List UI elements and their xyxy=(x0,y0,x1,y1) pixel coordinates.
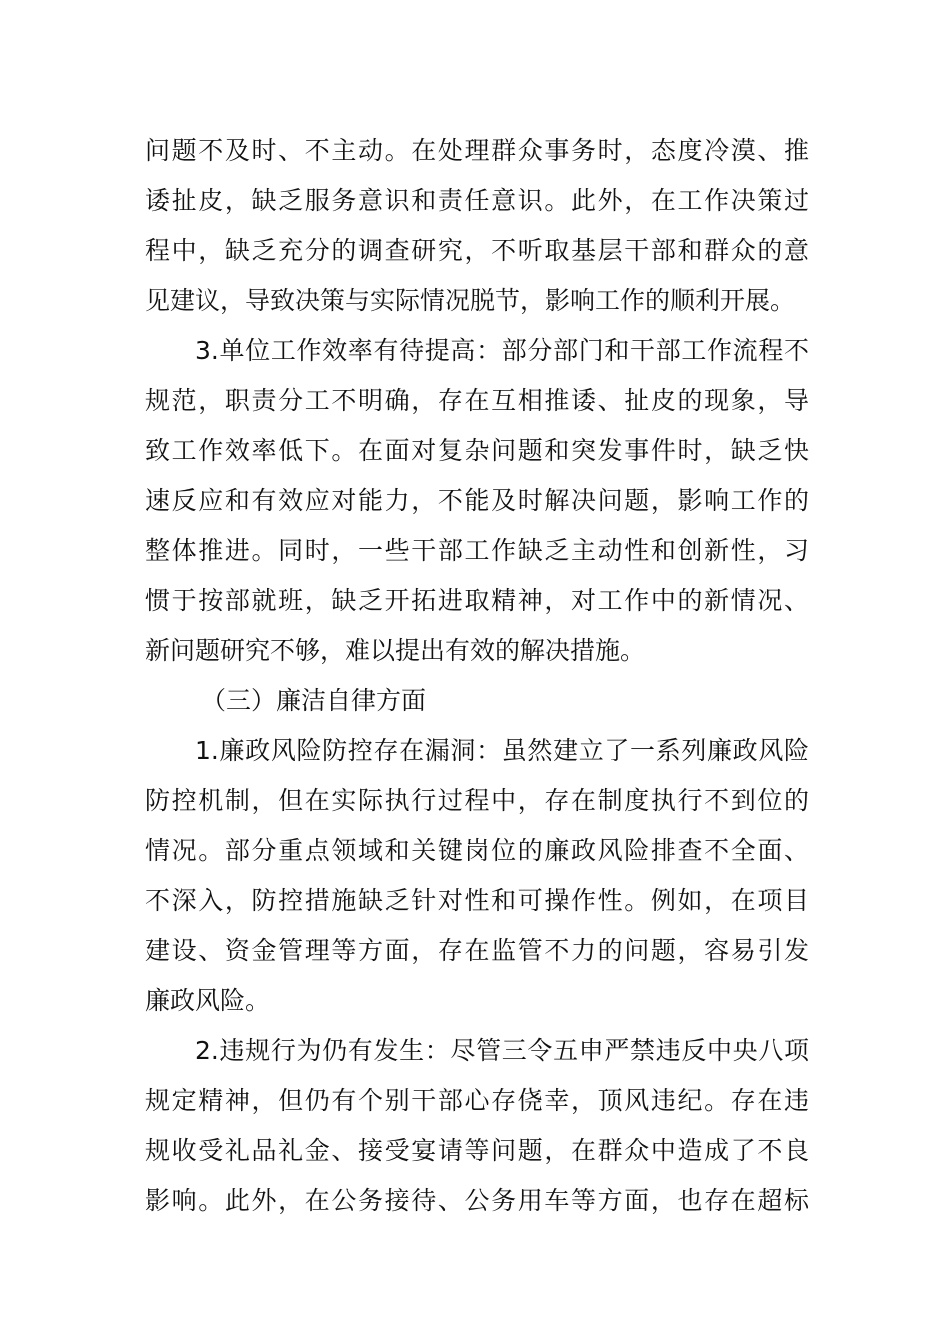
body-text-line: 影响。此外，在公务接待、公务用车等方面，也存在超标 xyxy=(145,1186,809,1215)
body-text-line: 致工作效率低下。在面对复杂问题和突发事件时，缺乏快 xyxy=(145,436,809,465)
body-text-line: 不深入，防控措施缺乏针对性和可操作性。例如，在项目 xyxy=(145,886,809,915)
body-text-line: 速反应和有效应对能力，不能及时解决问题，影响工作的 xyxy=(145,486,809,515)
body-text-line: 廉政风险。 xyxy=(145,986,271,1015)
body-text-line: 问题不及时、不主动。在处理群众事务时，态度冷漠、推 xyxy=(145,136,809,165)
document-body xyxy=(145,126,809,1226)
paragraph-first-line: 3.单位工作效率有待提高：部分部门和干部工作流程不 xyxy=(195,336,809,365)
paragraph-first-line: 2.违规行为仍有发生：尽管三令五申严禁违反中央八项 xyxy=(195,1036,809,1065)
body-text-line: 情况。部分重点领域和关键岗位的廉政风险排查不全面、 xyxy=(145,836,809,865)
body-text-line: 惯于按部就班，缺乏开拓进取精神，对工作中的新情况、 xyxy=(145,586,809,615)
body-text-line: 规范，职责分工不明确，存在互相推诿、扯皮的现象，导 xyxy=(145,386,809,415)
body-text-line: 规定精神，但仍有个别干部心存侥幸，顶风违纪。存在违 xyxy=(145,1086,809,1115)
body-text-line: 防控机制，但在实际执行过程中，存在制度执行不到位的 xyxy=(145,786,809,815)
paragraph-first-line: 1.廉政风险防控存在漏洞：虽然建立了一系列廉政风险 xyxy=(195,736,809,765)
body-text-line: 新问题研究不够，难以提出有效的解决措施。 xyxy=(145,636,646,665)
section-heading: （三）廉洁自律方面 xyxy=(201,686,427,715)
body-text-line: 建设、资金管理等方面，存在监管不力的问题，容易引发 xyxy=(145,936,809,965)
body-text-line: 诿扯皮，缺乏服务意识和责任意识。此外，在工作决策过 xyxy=(145,186,809,215)
body-text-line: 程中，缺乏充分的调查研究，不听取基层干部和群众的意 xyxy=(145,236,809,265)
body-text-line: 规收受礼品礼金、接受宴请等问题，在群众中造成了不良 xyxy=(145,1136,809,1165)
body-text-line: 整体推进。同时，一些干部工作缺乏主动性和创新性，习 xyxy=(145,536,809,565)
body-text-line: 见建议，导致决策与实际情况脱节，影响工作的顺利开展。 xyxy=(145,286,796,315)
